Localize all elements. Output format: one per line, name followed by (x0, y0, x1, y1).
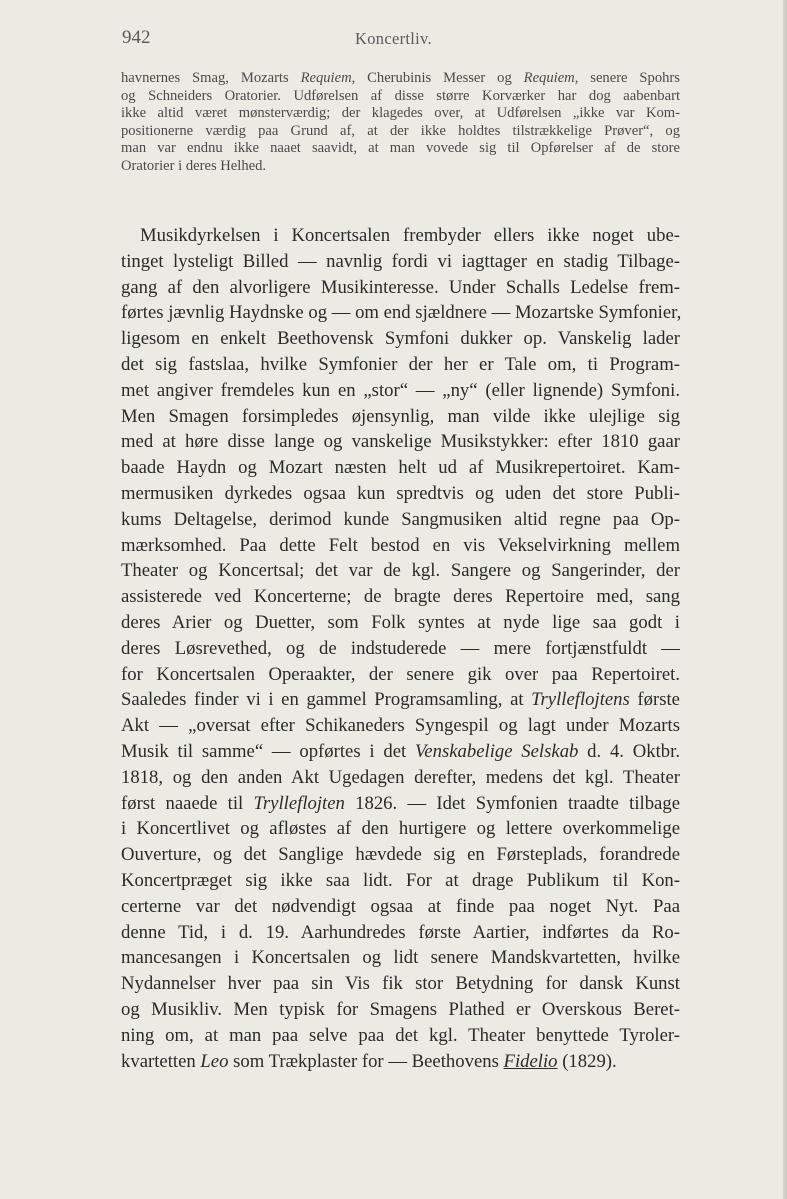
text-line: Akt — „oversat efter Schikaneders Syngespil og lagt under Mozarts (121, 715, 680, 737)
text-line: det sig fastslaa, hvilke Symfonier der her er Tale om, ti Program- (121, 353, 680, 375)
running-head: Koncertliv. (355, 29, 432, 48)
text-line: for Koncertsalen Operaakter, der senere gik over paa Repertoiret. (121, 663, 680, 685)
text-line: Nydannelser hver paa sin Vis fik stor Betydning for dansk Kunst (121, 973, 680, 995)
page-number: 942 (122, 27, 151, 48)
text-line: Ouverture, og det Sanglige hævdede sig en Førsteplads, forandrede (121, 844, 680, 866)
text-line: Koncertpræget sig ikke saa lidt. For at drage Publikum til Kon- (121, 869, 680, 891)
main-paragraph (121, 223, 680, 1074)
text-line: deres Arier og Duetter, som Folk syntes at nyde lige saa godt i (121, 611, 680, 633)
text-line: positionerne værdig paa Grund af, at der ikke holdtes tilstrækkelige Prøver“, og (121, 122, 680, 139)
text-line: tinget lysteligt Billed — navnlig fordi vi iagttager en stadig Tilbage- (121, 250, 680, 272)
text-line: Saaledes finder vi i en gammel Programsamling, at Trylleflojtens første (121, 689, 680, 711)
text-line: ikke altid været mønsterværdig; der klagedes over, at Udførelsen „ikke var Kom- (121, 105, 680, 121)
text-line: Oratorier i deres Helhed. (121, 157, 267, 174)
text-line: med at høre disse lange og vanskelige Musikstykker: efter 1810 gaar (121, 431, 680, 453)
text-line: Theater og Koncertsal; det var de kgl. Sangere og Sangerinder, der (121, 560, 680, 582)
page-edge-shadow (783, 0, 787, 1199)
text-line: baade Haydn og Mozart næsten helt ud af Musikrepertoiret. Kam- (121, 457, 680, 479)
text-line: assisterede ved Koncerterne; de bragte deres Repertoire med, sang (121, 586, 680, 608)
text-line: mancesangen i Koncertsalen og lidt senere Mandskvartetten, hvilke (121, 947, 680, 969)
text-line: certerne var det nødvendigt ogsaa at finde paa noget Nyt. Paa (121, 895, 680, 917)
text-line: deres Løsrevethed, og de indstuderede — mere fortjænstfuldt — (121, 637, 680, 659)
text-line: i Koncertlivet og afløstes af den hurtigere og lettere overkommelige (121, 818, 680, 840)
text-line: ning om, at man paa selve paa det kgl. Theater benyttede Tyroler- (121, 1024, 680, 1046)
text-line: havnernes Smag, Mozarts Requiem, Cherubinis Messer og Requiem, senere Spohrs (121, 70, 680, 86)
text-line: ligesom en enkelt Beethovensk Symfoni dukker op. Vanskelig lader (121, 328, 680, 350)
text-line: gang af den alvorligere Musikinteresse. Under Schalls Ledelse frem- (121, 276, 680, 298)
text-line: og Musikliv. Men typisk for Smagens Plathed er Overskous Beret- (121, 998, 680, 1020)
text-line: og Schneiders Oratorier. Udførelsen af disse større Korværker har dog aabenbart (121, 87, 680, 104)
page-header (0, 27, 787, 51)
text-line: 1818, og den anden Akt Ugedagen derefter, medens det kgl. Theater (121, 766, 680, 788)
text-line: mermusiken dyrkedes ogsaa kun spredtvis og uden det store Publi- (121, 482, 680, 504)
text-line: kums Deltagelse, derimod kunde Sangmusiken altid regne paa Op- (121, 508, 680, 530)
text-line: førtes jævnlig Haydnske og — om end sjældnere — Mozartske Symfonier, (121, 302, 682, 324)
text-line: Musik til samme“ — opførtes i det Venskabelige Selskab d. 4. Oktbr. (121, 740, 680, 762)
text-line: først naaede til Trylleflojten 1826. — Idet Symfonien traadte tilbage (121, 792, 680, 814)
text-line: mærksomhed. Paa dette Felt bestod en vis Vekselvirkning mellem (121, 534, 680, 556)
text-line: denne Tid, i d. 19. Aarhundredes første Aartier, indførtes da Ro- (121, 921, 680, 943)
text-line: kvartetten Leo som Trækplaster for — Beethovens Fidelio (1829). (121, 1050, 617, 1072)
text-line: met angiver fremdeles kun en „stor“ — „ny“ (eller lignende) Symfoni. (121, 379, 680, 401)
text-line: man var endnu ikke naaet saavidt, at man vovede sig til Opførelser af de store (121, 140, 680, 156)
small-print-paragraph (121, 70, 680, 175)
text-line: Musikdyrkelsen i Koncertsalen frembyder ellers ikke noget ube- (140, 225, 680, 246)
text-line: Men Smagen forsimpledes øjensynlig, man vilde ikke ulejlige sig (121, 405, 680, 427)
